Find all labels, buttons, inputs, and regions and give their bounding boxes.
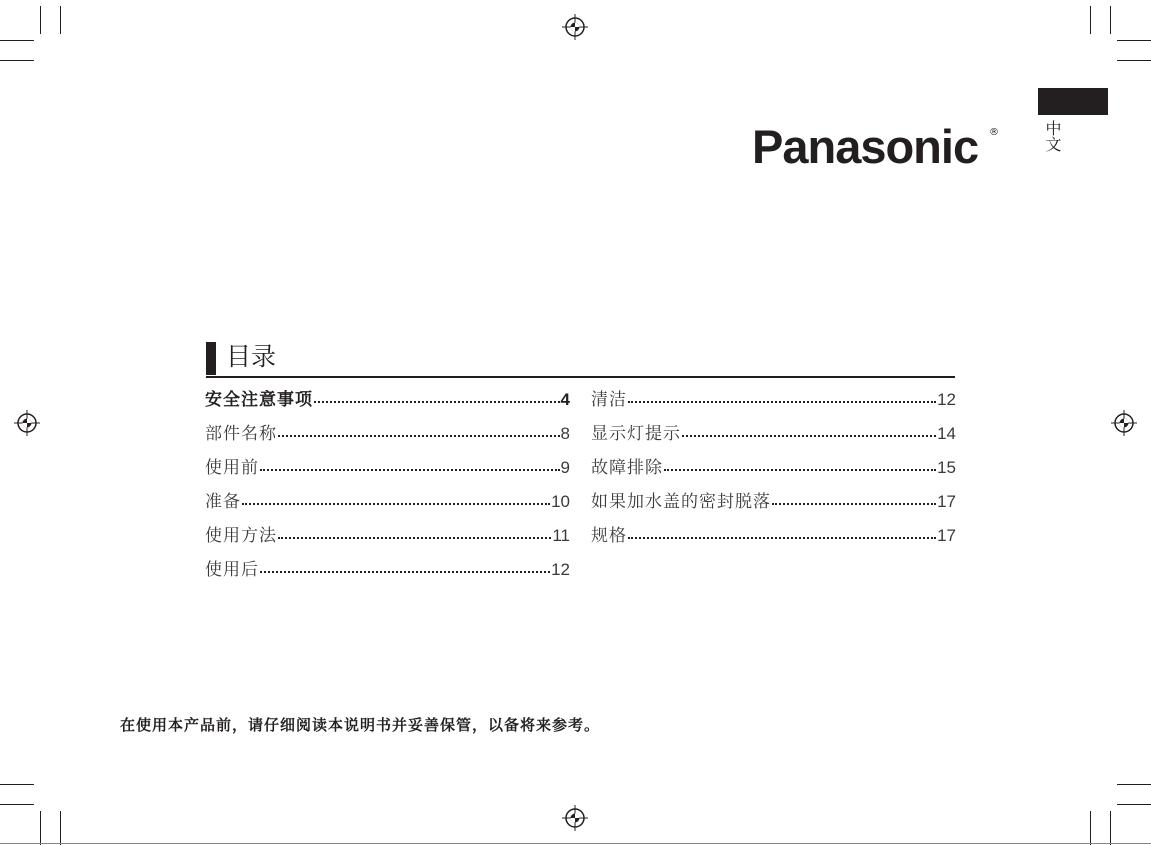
dot-leader — [278, 435, 560, 437]
toc-heading-bar — [206, 342, 216, 375]
toc-entry-page: 12 — [551, 560, 570, 579]
toc-entry-label: 部件名称 — [205, 424, 277, 444]
toc-entry[interactable] — [205, 388, 570, 422]
toc-heading: 目录 — [226, 342, 277, 371]
toc-entry[interactable] — [205, 558, 570, 592]
crop-mark — [40, 811, 41, 845]
crop-mark — [1110, 6, 1111, 34]
toc-divider — [206, 376, 955, 378]
toc-entry-page: 12 — [937, 390, 956, 409]
toc-entry-label: 使用后 — [205, 560, 259, 580]
toc-entry-page: 17 — [937, 492, 956, 511]
dot-leader — [260, 469, 560, 471]
toc-entry[interactable] — [591, 388, 956, 422]
language-tab — [1038, 88, 1108, 115]
toc-entry-page: 4 — [560, 390, 570, 409]
toc-entry[interactable] — [591, 456, 956, 490]
toc-column-left — [205, 388, 570, 592]
toc-entry-page: 9 — [560, 458, 570, 477]
registration-mark-icon — [562, 14, 588, 40]
crop-mark — [40, 6, 41, 34]
toc-entry[interactable] — [205, 490, 570, 524]
dot-leader — [628, 401, 936, 403]
crop-mark — [1117, 40, 1151, 41]
registered-mark: ® — [989, 127, 999, 138]
toc-entry[interactable] — [591, 524, 956, 558]
dot-leader — [664, 469, 936, 471]
toc-entry-label: 安全注意事项 — [205, 390, 313, 410]
crop-mark — [0, 60, 34, 61]
crop-mark — [1117, 60, 1151, 61]
brand-logo: Panasonic — [752, 120, 979, 173]
toc-entry[interactable] — [205, 524, 570, 558]
toc-entry[interactable] — [591, 490, 956, 524]
crop-mark — [0, 804, 34, 805]
dot-leader — [242, 503, 550, 505]
crop-mark — [60, 6, 61, 34]
registration-mark-icon — [1111, 410, 1137, 436]
toc-entry-label: 显示灯提示 — [591, 424, 681, 444]
crop-mark — [0, 784, 34, 785]
toc-entry-label: 准备 — [205, 492, 241, 512]
trim-line — [0, 843, 1151, 844]
crop-mark — [1090, 811, 1091, 845]
dot-leader — [628, 537, 936, 539]
toc-entry-page: 14 — [937, 424, 956, 443]
dot-leader — [772, 503, 936, 505]
toc-entry[interactable] — [591, 422, 956, 456]
crop-mark — [0, 40, 34, 41]
toc-entry-page: 17 — [937, 526, 956, 545]
dot-leader — [314, 401, 560, 403]
toc-entry-label: 使用方法 — [205, 526, 277, 546]
toc-entry-page: 8 — [560, 424, 570, 443]
toc-entry-page: 10 — [551, 492, 570, 511]
crop-mark — [1117, 804, 1151, 805]
crop-mark — [1117, 784, 1151, 785]
toc-entry-label: 清洁 — [591, 390, 627, 410]
toc-entry-label: 规格 — [591, 526, 627, 546]
registration-mark-icon — [562, 805, 588, 831]
toc-entry[interactable] — [205, 456, 570, 490]
toc-column-right — [591, 388, 956, 558]
toc-entry-label: 使用前 — [205, 458, 259, 478]
crop-mark — [60, 811, 61, 845]
usage-notice: 在使用本产品前，请仔细阅读本说明书并妥善保管，以备将来参考。 — [120, 716, 601, 734]
language-label: 中文 — [1043, 120, 1062, 152]
toc-entry-page: 11 — [552, 526, 570, 545]
dot-leader — [682, 435, 936, 437]
registration-mark-icon — [14, 410, 40, 436]
toc-entry-label: 如果加水盖的密封脱落 — [591, 492, 771, 512]
crop-mark — [1090, 6, 1091, 34]
dot-leader — [278, 537, 551, 539]
toc-entry-label: 故障排除 — [591, 458, 663, 478]
toc-entry[interactable] — [205, 422, 570, 456]
crop-mark — [1110, 811, 1111, 845]
toc-entry-page: 15 — [937, 458, 956, 477]
dot-leader — [260, 571, 550, 573]
